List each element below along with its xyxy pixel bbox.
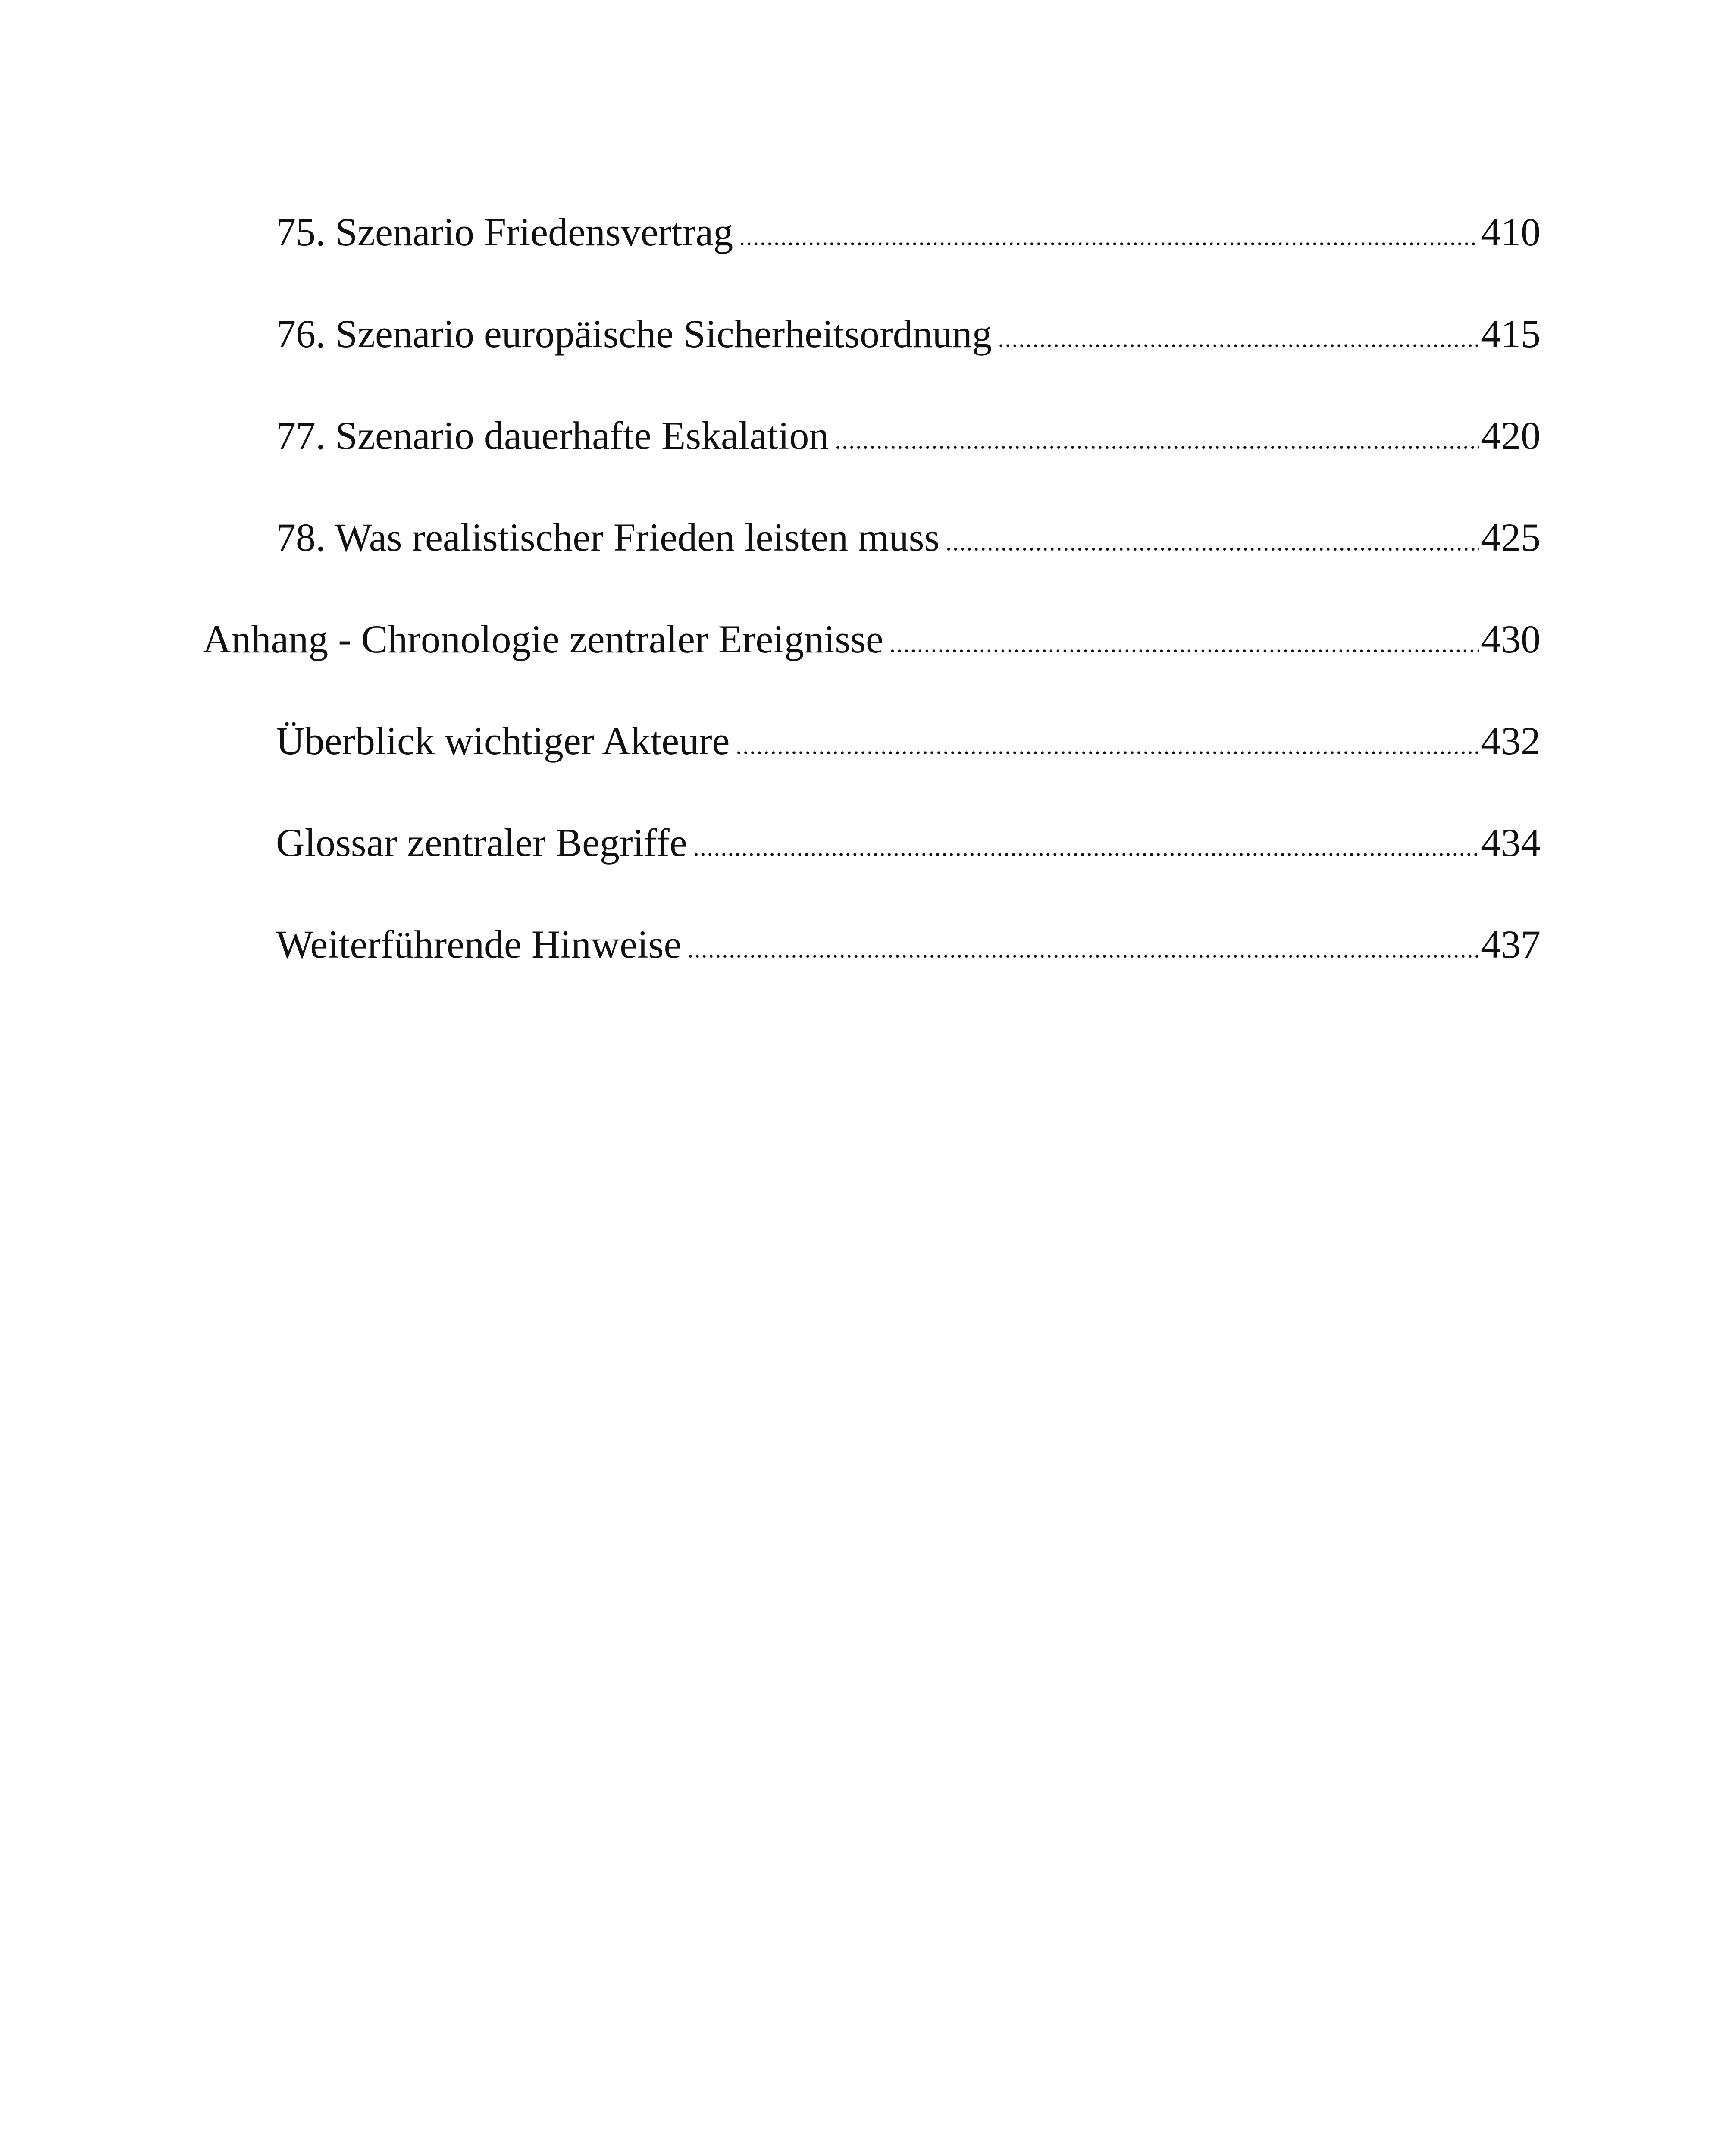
toc-entry-page-number: 425 — [1481, 515, 1541, 559]
toc-entry-title: 77. Szenario dauerhafte Eskalation — [276, 414, 829, 458]
toc-entry-page-number: 434 — [1481, 821, 1541, 865]
toc-entry-title: 75. Szenario Friedensvertrag — [276, 210, 733, 254]
dot-leader — [998, 299, 1479, 368]
toc-entry-title: Überblick wichtiger Akteure — [276, 719, 730, 763]
toc-entry-title: 78. Was realistischer Frieden leisten muss — [276, 515, 940, 559]
dot-leader — [693, 808, 1479, 877]
toc-entry-page-number: 432 — [1481, 719, 1541, 763]
dot-leader — [835, 401, 1479, 470]
toc-entry-76[interactable] — [276, 299, 1541, 401]
toc-entry-78[interactable] — [276, 503, 1541, 605]
toc-entry-glossar[interactable] — [276, 808, 1541, 910]
dot-leader — [736, 706, 1479, 775]
dot-leader — [739, 197, 1479, 266]
toc-entry-page-number: 437 — [1481, 922, 1541, 966]
toc-entry-hinweise[interactable] — [276, 910, 1541, 1012]
table-of-contents — [0, 197, 1732, 1012]
dot-leader — [946, 503, 1479, 572]
dot-leader — [889, 605, 1479, 674]
dot-leader — [687, 910, 1479, 979]
toc-entry-title: 76. Szenario europäische Sicherheitsordnung — [276, 312, 992, 356]
toc-entry-title: Weiterführende Hinweise — [276, 922, 682, 966]
toc-entry-page-number: 410 — [1481, 210, 1541, 254]
toc-entry-75[interactable] — [276, 197, 1541, 299]
toc-entry-77[interactable] — [276, 401, 1541, 503]
toc-entry-page-number: 430 — [1481, 617, 1541, 661]
toc-entry-page-number: 420 — [1481, 414, 1541, 458]
toc-entry-title: Anhang - Chronologie zentraler Ereignisse — [203, 617, 883, 661]
toc-entry-akteure[interactable] — [276, 706, 1541, 808]
toc-entry-page-number: 415 — [1481, 312, 1541, 356]
toc-entry-title: Glossar zentraler Begriffe — [276, 821, 687, 865]
toc-entry-anhang[interactable] — [203, 605, 1541, 706]
